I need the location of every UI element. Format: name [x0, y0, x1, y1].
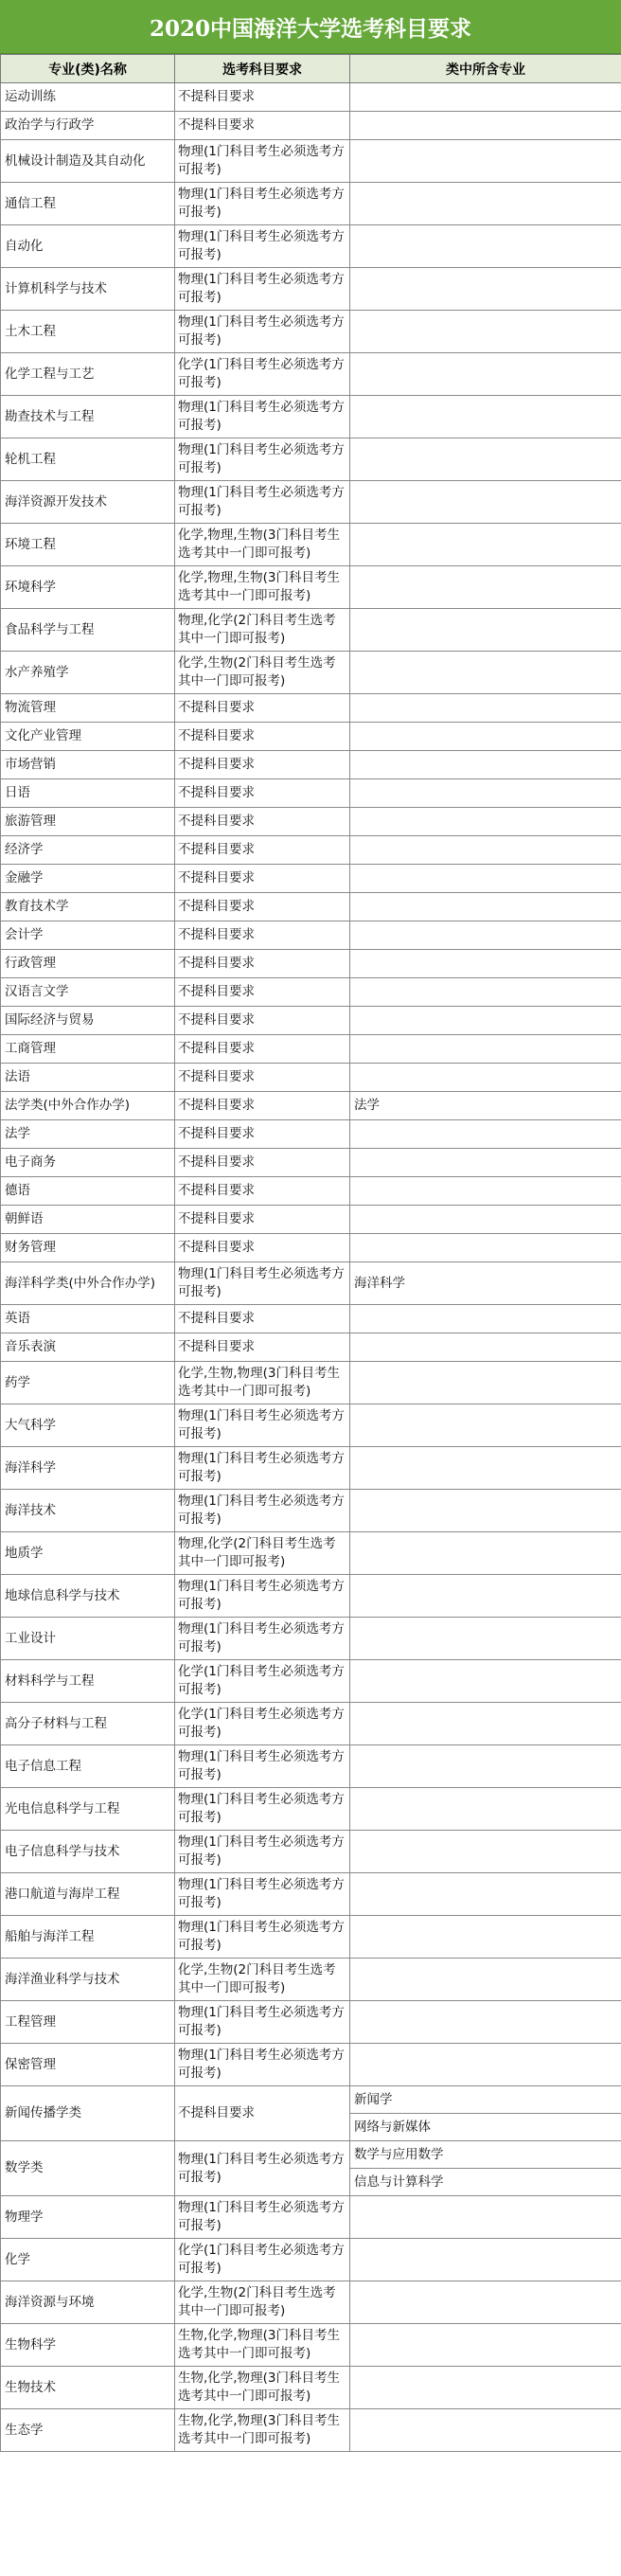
- major-name-cell: 化学工程与工艺: [1, 353, 175, 396]
- subject-requirement-cell: 物理(1门科目考生必须选考方可报考): [175, 2196, 350, 2239]
- included-major-cell: [350, 1703, 621, 1745]
- table-row: [1, 694, 621, 723]
- table-row: [1, 1532, 621, 1575]
- major-name-cell: 法学类(中外合作办学): [1, 1092, 175, 1120]
- major-name-cell: 土木工程: [1, 311, 175, 353]
- subject-requirement-cell: 物理(1门科目考生必须选考方可报考): [175, 1490, 350, 1532]
- included-major-cell: [350, 353, 621, 396]
- table-row: [1, 140, 621, 183]
- major-name-cell: 海洋科学: [1, 1447, 175, 1490]
- table-row: [1, 609, 621, 652]
- table-row: [1, 1490, 621, 1532]
- major-name-cell: 生物科学: [1, 2324, 175, 2367]
- table-row: [1, 779, 621, 808]
- table-row: [1, 1262, 621, 1305]
- major-name-cell: 电子商务: [1, 1149, 175, 1177]
- table-row: [1, 1007, 621, 1035]
- subject-requirement-cell: 不提科目要求: [175, 1035, 350, 1064]
- table-body: [1, 83, 621, 2452]
- table-row: [1, 1959, 621, 2001]
- table-row: [1, 1788, 621, 1831]
- included-major-cell: [350, 836, 621, 865]
- included-major-cell: [350, 723, 621, 751]
- subject-requirement-cell: 生物,化学,物理(3门科目考生选考其中一门即可报考): [175, 2367, 350, 2409]
- subject-requirement-cell: 物理(1门科目考生必须选考方可报考): [175, 1575, 350, 1618]
- table-row: [1, 723, 621, 751]
- subject-requirement-cell: 物理(1门科目考生必须选考方可报考): [175, 1404, 350, 1447]
- table-row: [1, 1206, 621, 1234]
- major-name-cell: 行政管理: [1, 950, 175, 978]
- subject-requirement-cell: 不提科目要求: [175, 1007, 350, 1035]
- subject-requirement-cell: 物理(1门科目考生必须选考方可报考): [175, 2141, 350, 2196]
- major-name-cell: 光电信息科学与工程: [1, 1788, 175, 1831]
- subject-requirement-cell: 生物,化学,物理(3门科目考生选考其中一门即可报考): [175, 2409, 350, 2452]
- major-name-cell: 法语: [1, 1064, 175, 1092]
- major-name-cell: 计算机科学与技术: [1, 268, 175, 311]
- major-name-cell: 环境科学: [1, 566, 175, 609]
- subject-requirement-cell: 不提科目要求: [175, 83, 350, 112]
- included-major-cell: [350, 1660, 621, 1703]
- subject-requirement-cell: 化学,生物(2门科目考生选考其中一门即可报考): [175, 1959, 350, 2001]
- subject-requirement-cell: 不提科目要求: [175, 1206, 350, 1234]
- major-name-cell: 海洋渔业科学与技术: [1, 1959, 175, 2001]
- subject-requirement-cell: 物理(1门科目考生必须选考方可报考): [175, 1788, 350, 1831]
- table-row: [1, 481, 621, 524]
- included-major-cell: [350, 396, 621, 438]
- subject-requirement-cell: 不提科目要求: [175, 112, 350, 140]
- major-name-cell: 物理学: [1, 2196, 175, 2239]
- table-row: [1, 438, 621, 481]
- subject-requirement-cell: 不提科目要求: [175, 1305, 350, 1333]
- major-name-cell: 音乐表演: [1, 1333, 175, 1362]
- included-major-cell: [350, 694, 621, 723]
- subject-requirement-cell: 物理(1门科目考生必须选考方可报考): [175, 1873, 350, 1916]
- major-name-cell: 海洋技术: [1, 1490, 175, 1532]
- included-major-cell: [350, 83, 621, 112]
- included-major-cell: [350, 1575, 621, 1618]
- included-major-cell: [350, 609, 621, 652]
- subject-requirement-cell: 物理(1门科目考生必须选考方可报考): [175, 1916, 350, 1959]
- table-row: [1, 524, 621, 566]
- included-major-cell: [350, 1490, 621, 1532]
- table-row: [1, 893, 621, 921]
- major-name-cell: 地质学: [1, 1532, 175, 1575]
- included-major-cell: [350, 481, 621, 524]
- table-row: [1, 1035, 621, 1064]
- subject-requirement-cell: 物理(1门科目考生必须选考方可报考): [175, 1618, 350, 1660]
- major-name-cell: 新闻传播学类: [1, 2086, 175, 2141]
- major-name-cell: 政治学与行政学: [1, 112, 175, 140]
- table-row: [1, 1362, 621, 1404]
- major-name-cell: 日语: [1, 779, 175, 808]
- major-name-cell: 通信工程: [1, 183, 175, 225]
- included-major-cell: [350, 268, 621, 311]
- included-major-cell: [350, 1873, 621, 1916]
- major-name-cell: 财务管理: [1, 1234, 175, 1262]
- major-name-cell: 汉语言文学: [1, 978, 175, 1007]
- major-name-cell: 生物技术: [1, 2367, 175, 2409]
- table-row: [1, 2141, 621, 2169]
- subject-requirement-cell: 不提科目要求: [175, 1120, 350, 1149]
- included-major-cell: [350, 1064, 621, 1092]
- included-major-cell: 信息与计算科学: [350, 2169, 621, 2196]
- major-name-cell: 法学: [1, 1120, 175, 1149]
- major-name-cell: 物流管理: [1, 694, 175, 723]
- table-row: [1, 921, 621, 950]
- subject-requirement-cell: 物理(1门科目考生必须选考方可报考): [175, 183, 350, 225]
- included-major-cell: [350, 1959, 621, 2001]
- table-row: [1, 225, 621, 268]
- subject-requirement-cell: 物理(1门科目考生必须选考方可报考): [175, 311, 350, 353]
- subject-requirement-cell: 物理(1门科目考生必须选考方可报考): [175, 1831, 350, 1873]
- major-name-cell: 药学: [1, 1362, 175, 1404]
- table-row: [1, 1660, 621, 1703]
- included-major-cell: [350, 311, 621, 353]
- included-major-cell: [350, 1177, 621, 1206]
- included-major-cell: [350, 1007, 621, 1035]
- subject-requirement-cell: 不提科目要求: [175, 1177, 350, 1206]
- major-name-cell: 电子信息科学与技术: [1, 1831, 175, 1873]
- included-major-cell: 网络与新媒体: [350, 2114, 621, 2141]
- included-major-cell: [350, 779, 621, 808]
- table-row: [1, 2086, 621, 2114]
- table-row: [1, 2044, 621, 2086]
- subject-requirement-cell: 物理(1门科目考生必须选考方可报考): [175, 481, 350, 524]
- major-name-cell: 化学: [1, 2239, 175, 2281]
- table-row: [1, 268, 621, 311]
- table-row: [1, 1305, 621, 1333]
- major-name-cell: 机械设计制造及其自动化: [1, 140, 175, 183]
- table-row: [1, 1873, 621, 1916]
- major-name-cell: 海洋科学类(中外合作办学): [1, 1262, 175, 1305]
- table-row: [1, 1333, 621, 1362]
- subject-requirement-cell: 化学(1门科目考生必须选考方可报考): [175, 1703, 350, 1745]
- table-row: [1, 2367, 621, 2409]
- subject-requirement-cell: 物理(1门科目考生必须选考方可报考): [175, 2001, 350, 2044]
- table-row: [1, 566, 621, 609]
- subject-requirement-cell: 化学(1门科目考生必须选考方可报考): [175, 353, 350, 396]
- included-major-cell: [350, 2324, 621, 2367]
- major-name-cell: 国际经济与贸易: [1, 1007, 175, 1035]
- table-row: [1, 1447, 621, 1490]
- subject-requirement-cell: 物理,化学(2门科目考生选考其中一门即可报考): [175, 1532, 350, 1575]
- requirements-table: [0, 54, 621, 2452]
- table-row: [1, 1703, 621, 1745]
- major-name-cell: 文化产业管理: [1, 723, 175, 751]
- subject-requirement-cell: 不提科目要求: [175, 865, 350, 893]
- table-row: [1, 396, 621, 438]
- page-title: 2020中国海洋大学选考科目要求: [0, 0, 621, 54]
- major-name-cell: 港口航道与海岸工程: [1, 1873, 175, 1916]
- table-row: [1, 353, 621, 396]
- subject-requirement-cell: 不提科目要求: [175, 1064, 350, 1092]
- subject-requirement-cell: 化学,物理,生物(3门科目考生选考其中一门即可报考): [175, 566, 350, 609]
- table-row: [1, 112, 621, 140]
- table-row: [1, 1831, 621, 1873]
- table-row: [1, 1120, 621, 1149]
- major-name-cell: 地球信息科学与技术: [1, 1575, 175, 1618]
- major-name-cell: 海洋资源开发技术: [1, 481, 175, 524]
- included-major-cell: [350, 438, 621, 481]
- included-major-cell: [350, 1618, 621, 1660]
- table-row: [1, 1064, 621, 1092]
- included-major-cell: [350, 1234, 621, 1262]
- included-major-cell: [350, 2409, 621, 2452]
- included-major-cell: [350, 1532, 621, 1575]
- header-subject-requirement: 选考科目要求: [175, 55, 350, 83]
- included-major-cell: [350, 1206, 621, 1234]
- table-row: [1, 1575, 621, 1618]
- included-major-cell: [350, 1035, 621, 1064]
- included-major-cell: [350, 978, 621, 1007]
- subject-requirement-cell: 不提科目要求: [175, 694, 350, 723]
- table-row: [1, 1177, 621, 1206]
- subject-requirement-cell: 化学,物理,生物(3门科目考生选考其中一门即可报考): [175, 524, 350, 566]
- included-major-cell: [350, 652, 621, 694]
- major-name-cell: 勘查技术与工程: [1, 396, 175, 438]
- major-name-cell: 工程管理: [1, 2001, 175, 2044]
- table-row: [1, 865, 621, 893]
- subject-requirement-cell: 物理(1门科目考生必须选考方可报考): [175, 2044, 350, 2086]
- table-row: [1, 2281, 621, 2324]
- major-name-cell: 经济学: [1, 836, 175, 865]
- included-major-cell: [350, 865, 621, 893]
- included-major-cell: [350, 1149, 621, 1177]
- major-name-cell: 船舶与海洋工程: [1, 1916, 175, 1959]
- subject-requirement-cell: 物理(1门科目考生必须选考方可报考): [175, 225, 350, 268]
- included-major-cell: [350, 1916, 621, 1959]
- header-included-majors: 类中所含专业: [350, 55, 621, 83]
- subject-requirement-cell: 化学(1门科目考生必须选考方可报考): [175, 1660, 350, 1703]
- included-major-cell: [350, 808, 621, 836]
- table-row: [1, 836, 621, 865]
- table-row: [1, 751, 621, 779]
- subject-requirement-cell: 不提科目要求: [175, 1092, 350, 1120]
- subject-requirement-cell: 化学,生物,物理(3门科目考生选考其中一门即可报考): [175, 1362, 350, 1404]
- table-row: [1, 1404, 621, 1447]
- subject-requirement-cell: 不提科目要求: [175, 808, 350, 836]
- included-major-cell: [350, 140, 621, 183]
- table-row: [1, 950, 621, 978]
- major-name-cell: 自动化: [1, 225, 175, 268]
- table-row: [1, 183, 621, 225]
- included-major-cell: [350, 1404, 621, 1447]
- subject-requirement-cell: 不提科目要求: [175, 1333, 350, 1362]
- included-major-cell: [350, 225, 621, 268]
- major-name-cell: 旅游管理: [1, 808, 175, 836]
- major-name-cell: 环境工程: [1, 524, 175, 566]
- table-row: [1, 1234, 621, 1262]
- table-row: [1, 83, 621, 112]
- subject-requirement-cell: 不提科目要求: [175, 1234, 350, 1262]
- subject-requirement-cell: 化学(1门科目考生必须选考方可报考): [175, 2239, 350, 2281]
- table-row: [1, 2001, 621, 2044]
- major-name-cell: 数学类: [1, 2141, 175, 2196]
- subject-requirement-cell: 物理(1门科目考生必须选考方可报考): [175, 1262, 350, 1305]
- table-header-row: [1, 55, 621, 83]
- table-row: [1, 1618, 621, 1660]
- subject-requirement-cell: 物理(1门科目考生必须选考方可报考): [175, 140, 350, 183]
- included-major-cell: 数学与应用数学: [350, 2141, 621, 2169]
- table-row: [1, 1092, 621, 1120]
- included-major-cell: [350, 1831, 621, 1873]
- table-row: [1, 978, 621, 1007]
- subject-requirement-cell: 化学,生物(2门科目考生选考其中一门即可报考): [175, 652, 350, 694]
- subject-requirement-cell: 不提科目要求: [175, 893, 350, 921]
- included-major-cell: [350, 2044, 621, 2086]
- included-major-cell: [350, 1120, 621, 1149]
- included-major-cell: [350, 950, 621, 978]
- subject-requirement-cell: 物理(1门科目考生必须选考方可报考): [175, 268, 350, 311]
- included-major-cell: [350, 112, 621, 140]
- major-name-cell: 材料科学与工程: [1, 1660, 175, 1703]
- subject-requirement-cell: 物理(1门科目考生必须选考方可报考): [175, 1745, 350, 1788]
- major-name-cell: 德语: [1, 1177, 175, 1206]
- included-major-cell: [350, 2281, 621, 2324]
- included-major-cell: [350, 921, 621, 950]
- table-row: [1, 1916, 621, 1959]
- table-row: [1, 2324, 621, 2367]
- table-row: [1, 1745, 621, 1788]
- subject-requirement-cell: 物理,化学(2门科目考生选考其中一门即可报考): [175, 609, 350, 652]
- included-major-cell: [350, 2001, 621, 2044]
- major-name-cell: 生态学: [1, 2409, 175, 2452]
- included-major-cell: 新闻学: [350, 2086, 621, 2114]
- major-name-cell: 食品科学与工程: [1, 609, 175, 652]
- table-row: [1, 2409, 621, 2452]
- major-name-cell: 教育技术学: [1, 893, 175, 921]
- subject-requirement-cell: 不提科目要求: [175, 779, 350, 808]
- subject-requirement-cell: 不提科目要求: [175, 723, 350, 751]
- subject-requirement-cell: 物理(1门科目考生必须选考方可报考): [175, 438, 350, 481]
- major-name-cell: 高分子材料与工程: [1, 1703, 175, 1745]
- included-major-cell: [350, 1333, 621, 1362]
- included-major-cell: [350, 1305, 621, 1333]
- table-row: [1, 2196, 621, 2239]
- major-name-cell: 金融学: [1, 865, 175, 893]
- included-major-cell: [350, 1362, 621, 1404]
- included-major-cell: [350, 1788, 621, 1831]
- major-name-cell: 朝鲜语: [1, 1206, 175, 1234]
- table-row: [1, 652, 621, 694]
- subject-requirement-cell: 不提科目要求: [175, 2086, 350, 2141]
- major-name-cell: 英语: [1, 1305, 175, 1333]
- table-row: [1, 808, 621, 836]
- included-major-cell: [350, 2367, 621, 2409]
- included-major-cell: [350, 183, 621, 225]
- major-name-cell: 轮机工程: [1, 438, 175, 481]
- table-row: [1, 311, 621, 353]
- included-major-cell: 海洋科学: [350, 1262, 621, 1305]
- included-major-cell: [350, 751, 621, 779]
- table-row: [1, 1149, 621, 1177]
- major-name-cell: 市场营销: [1, 751, 175, 779]
- included-major-cell: 法学: [350, 1092, 621, 1120]
- subject-requirement-cell: 化学,生物(2门科目考生选考其中一门即可报考): [175, 2281, 350, 2324]
- major-name-cell: 工业设计: [1, 1618, 175, 1660]
- included-major-cell: [350, 893, 621, 921]
- subject-requirement-cell: 生物,化学,物理(3门科目考生选考其中一门即可报考): [175, 2324, 350, 2367]
- subject-requirement-cell: 不提科目要求: [175, 978, 350, 1007]
- major-name-cell: 保密管理: [1, 2044, 175, 2086]
- major-name-cell: 运动训练: [1, 83, 175, 112]
- major-name-cell: 电子信息工程: [1, 1745, 175, 1788]
- included-major-cell: [350, 2196, 621, 2239]
- major-name-cell: 会计学: [1, 921, 175, 950]
- header-major-name: 专业(类)名称: [1, 55, 175, 83]
- included-major-cell: [350, 1745, 621, 1788]
- subject-requirement-cell: 物理(1门科目考生必须选考方可报考): [175, 396, 350, 438]
- table-row: [1, 2239, 621, 2281]
- major-name-cell: 海洋资源与环境: [1, 2281, 175, 2324]
- subject-requirement-cell: 不提科目要求: [175, 950, 350, 978]
- major-name-cell: 工商管理: [1, 1035, 175, 1064]
- included-major-cell: [350, 2239, 621, 2281]
- subject-requirement-cell: 不提科目要求: [175, 751, 350, 779]
- major-name-cell: 水产养殖学: [1, 652, 175, 694]
- subject-requirement-cell: 不提科目要求: [175, 836, 350, 865]
- included-major-cell: [350, 1447, 621, 1490]
- subject-requirement-cell: 不提科目要求: [175, 921, 350, 950]
- included-major-cell: [350, 524, 621, 566]
- major-name-cell: 大气科学: [1, 1404, 175, 1447]
- subject-requirement-cell: 物理(1门科目考生必须选考方可报考): [175, 1447, 350, 1490]
- subject-requirement-cell: 不提科目要求: [175, 1149, 350, 1177]
- included-major-cell: [350, 566, 621, 609]
